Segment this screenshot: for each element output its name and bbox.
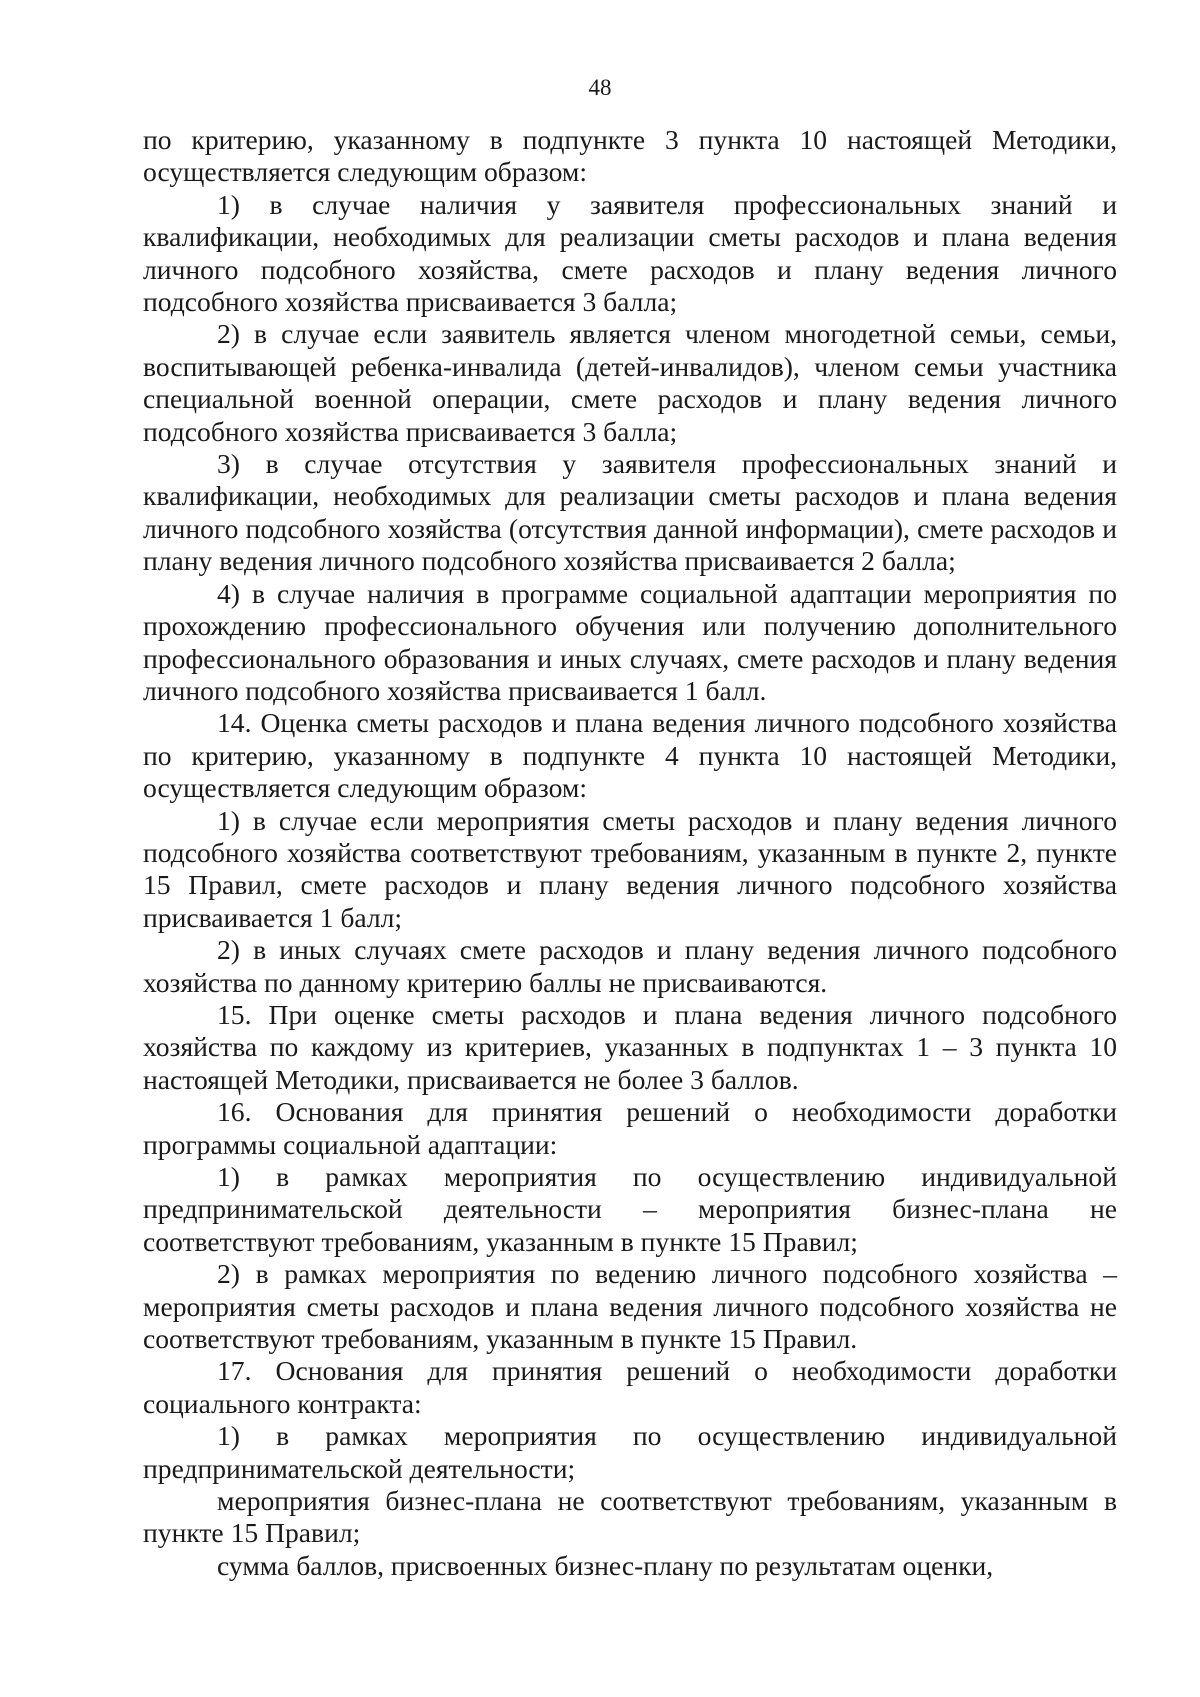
paragraph-section-14-item-1: 1) в случае если мероприятия сметы расходов и плану ведения личного подсобного хозяйства соответствуют требованиям, указанным в пункте 2, пункте 15 Правил, смете расходов и плану ведения личного подсобного хозяйства присваивается 1 балл; <box>143 804 1117 933</box>
paragraph-section-16-item-1: 1) в рамках мероприятия по осуществлению индивидуальной предпринимательской деятельности – мероприятия бизнес-плана не соответствуют требованиям, указанным в пункте 15 Правил; <box>143 1161 1117 1257</box>
paragraph-item-2: 2) в случае если заявитель является членом многодетной семьи, семьи, воспитывающей ребенка-инвалида (детей-инвалидов), членом семьи участника специальной военной операции, смете расходов и плану ведения личного подсобного хозяйства присваивается 3 балла; <box>143 318 1117 447</box>
paragraph-section-15: 15. При оценке сметы расходов и плана ведения личного подсобного хозяйства по каждому из критериев, указанных в подпунктах 1 – 3 пункта 10 настоящей Методики, присваивается не более 3 баллов. <box>143 998 1117 1095</box>
document-body <box>143 124 1117 1582</box>
paragraph-section-17-subitem-b: сумма баллов, присвоенных бизнес-плану по результатам оценки, <box>217 1549 994 1581</box>
page-number: 48 <box>588 75 612 100</box>
paragraph-section-17: 17. Основания для принятия решений о необходимости доработки социального контракта: <box>143 1355 1117 1419</box>
paragraph-item-3: 3) в случае отсутствия у заявителя профессиональных знаний и квалификации, необходимых для реализации сметы расходов и плана ведения личного подсобного хозяйства (отсутствия данной информации), смете расходов и плану ведения личного подсобного хозяйства присваивается 2 балла; <box>143 448 1117 577</box>
paragraph-section-16: 16. Основания для принятия решений о необходимости доработки программы социальной адаптации: <box>143 1096 1117 1160</box>
paragraph-continuation: по критерию, указанному в подпункте 3 пункта 10 настоящей Методики, осуществляется следующим образом: <box>143 124 1117 188</box>
paragraph-item-4: 4) в случае наличия в программе социальной адаптации мероприятия по прохождению профессионального обучения или получению дополнительного профессионального образования и иных случаях, смете расходов и плану ведения личного подсобного хозяйства присваивается 1 балл. <box>143 577 1117 706</box>
paragraph-section-14: 14. Оценка сметы расходов и плана ведения личного подсобного хозяйства по критерию, указанному в подпункте 4 пункта 10 настоящей Методики, осуществляется следующим образом: <box>143 707 1117 804</box>
paragraph-section-14-item-2: 2) в иных случаях смете расходов и плану ведения личного подсобного хозяйства по данному критерию баллы не присваиваются. <box>143 934 1117 998</box>
paragraph-section-17-item-1: 1) в рамках мероприятия по осуществлению индивидуальной предпринимательской деятельности; <box>143 1420 1117 1484</box>
paragraph-section-16-item-2: 2) в рамках мероприятия по ведению личного подсобного хозяйства – мероприятия сметы расходов и плана ведения личного подсобного хозяйства не соответствуют требованиям, указанным в пункте 15 Правил. <box>143 1258 1117 1355</box>
paragraph-section-17-subitem-a: мероприятия бизнес-плана не соответствуют требованиям, указанным в пункте 15 Правил; <box>143 1485 1117 1549</box>
paragraph-item-1: 1) в случае наличия у заявителя профессиональных знаний и квалификации, необходимых для реализации сметы расходов и плана ведения личного подсобного хозяйства, смете расходов и плану ведения личного подсобного хозяйства присваивается 3 балла; <box>143 188 1117 318</box>
